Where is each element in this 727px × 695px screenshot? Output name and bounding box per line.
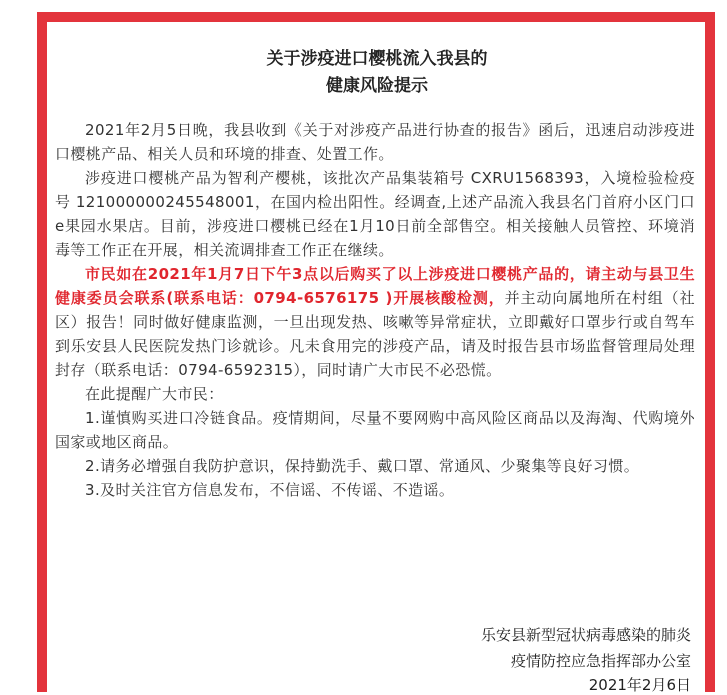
title-line-2: 健康风险提示 [326, 76, 428, 96]
red-border-top [37, 12, 715, 22]
signature-line-2: 疫情防控应急指挥部办公室 [510, 652, 691, 670]
paragraph-1: 2021年2月5日晚，我县收到《关于对涉疫产品进行协查的报告》函后，迅速启动涉疫进口樱桃产品、相关人员和环境的排查、处置工作。 [55, 121, 695, 163]
paragraph-5: 1.谨慎购买进口冷链食品。疫情期间，尽量不要网购中高风险区商品以及海淘、代购境外国家或地区商品。 [55, 409, 695, 451]
signature-date: 2021年2月6日 [588, 676, 691, 694]
red-border-right [705, 12, 715, 692]
paragraph-4: 在此提醒广大市民： [85, 385, 224, 403]
title-line-1: 关于涉疫进口樱桃流入我县的 [266, 49, 488, 69]
paragraph-3-rest: 并主动向属地所在村组（社区）报告！同时做好健康监测，一旦出现发热、咳嗽等异常症状，立即戴好口罩步行或自驾车到乐安县人民医院发热门诊就诊。凡未食用完的涉疫产品，请及时报告县市场监督管理局处理封存（联系电话：0794-6592315），同时请广大市民不必恐慌。 [55, 289, 695, 379]
red-border-left [37, 12, 47, 692]
document-body [55, 118, 695, 502]
highlight-notice: 市民如在2021年1月7日下午3点以后购买了以上涉疫进口樱桃产品的，请主动与县卫生健康委员会联系(联系电话：0794-6576175 )开展核酸检测， [55, 265, 695, 307]
paragraph-3 [55, 262, 695, 382]
paragraph-6: 2.请务必增强自我防护意识，保持勤洗手、戴口罩、常通风、少聚集等良好习惯。 [85, 457, 640, 475]
signature-line-1: 乐安县新型冠状病毒感染的肺炎 [480, 626, 691, 644]
paragraph-2: 涉疫进口樱桃产品为智利产樱桃，该批次产品集装箱号 CXRU1568393，入境检验检疫号 121000000245548001，在国内检出阳性。经调查,上述产品流入我县名门首府小区门口e果园水果店。目前，涉疫进口樱桃已经在1月10日前全部售空。相关接触人员管控、环境消毒等工作正在开展，相关流调排查工作正在继续。 [55, 169, 695, 259]
paragraph-7: 3.及时关注官方信息发布，不信谣、不传谣、不造谣。 [85, 481, 455, 499]
